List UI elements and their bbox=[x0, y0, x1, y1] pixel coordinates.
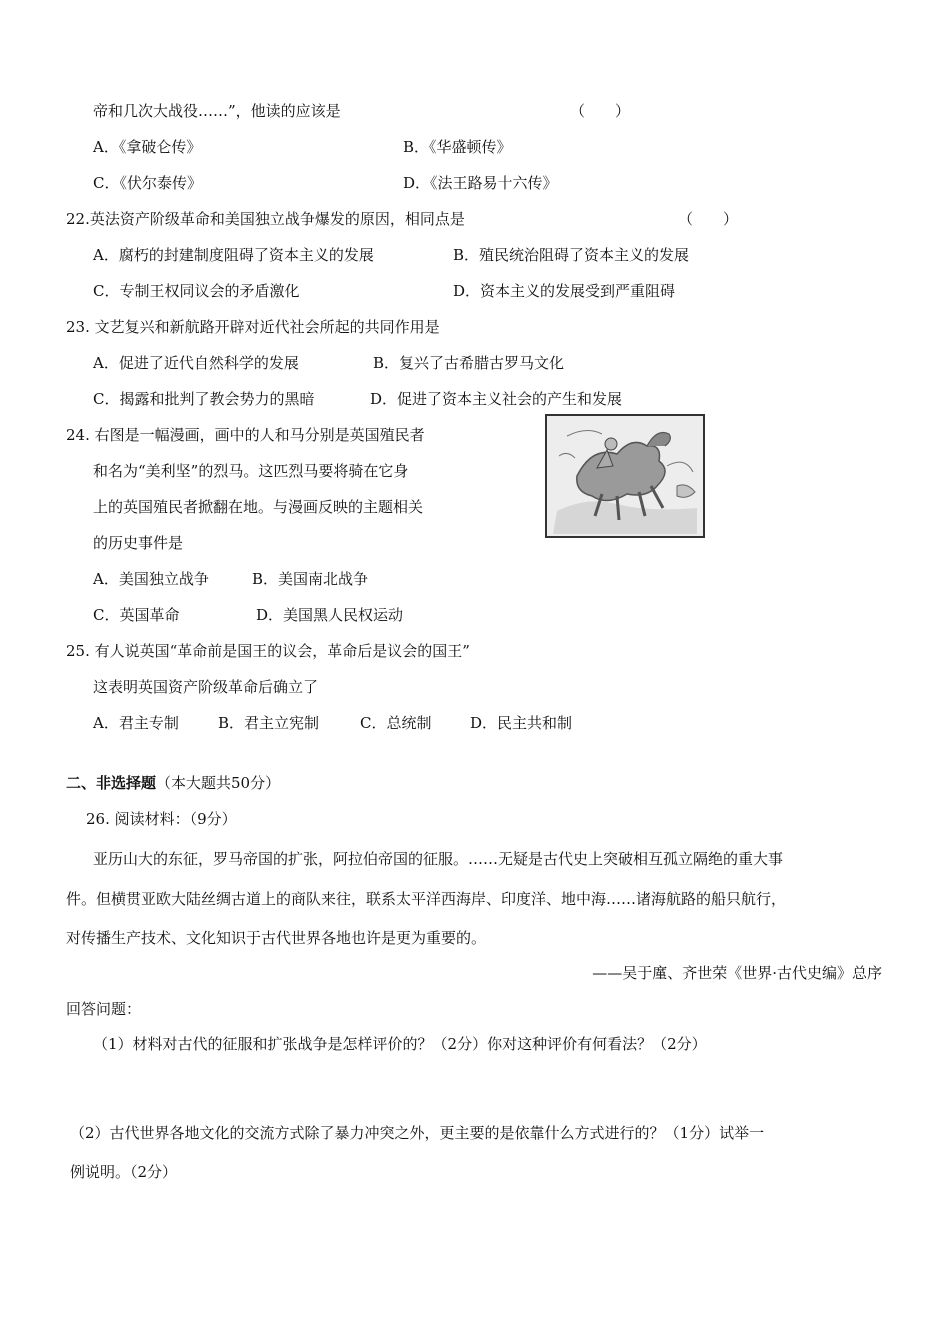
q24-stem-line-3: 上的英国殖民者掀翻在地。与漫画反映的主题相关 bbox=[93, 498, 424, 516]
q23-option-a: A．促进了近代自然科学的发展 bbox=[93, 354, 299, 372]
q26-subquestion-2-line-1: （2）古代世界各地文化的交流方式除了暴力冲突之外，更主要的是依靠什么方式进行的？（1分）试举一 bbox=[70, 1124, 765, 1142]
q26-subquestion-1: （1）材料对古代的征服和扩张战争是怎样评价的？（2分）你对这种评价有何看法？（2分） bbox=[93, 1035, 707, 1053]
q23-option-b: B．复兴了古希腊古罗马文化 bbox=[373, 354, 565, 372]
q23-option-d: D．促进了资本主义社会的产生和发展 bbox=[370, 390, 623, 408]
q21-answer-paren: （ ） bbox=[570, 102, 631, 120]
cartoon-horse-rider-illustration bbox=[547, 416, 703, 536]
q24-option-c: C．英国革命 bbox=[93, 606, 180, 624]
q24-option-d: D．美国黑人民权运动 bbox=[256, 606, 404, 624]
q25-option-c: C．总统制 bbox=[360, 714, 432, 732]
q22-stem: 22.英法资产阶级革命和美国独立战争爆发的原因，相同点是 bbox=[66, 210, 465, 228]
section2-note: （本大题共50分） bbox=[156, 774, 281, 792]
q25-option-b: B．君主立宪制 bbox=[218, 714, 320, 732]
q21-option-b: B．《华盛顿传》 bbox=[403, 138, 512, 156]
q25-option-a: A．君主专制 bbox=[93, 714, 179, 732]
q24-stem-line-1: 24. 右图是一幅漫画，画中的人和马分别是英国殖民者 bbox=[66, 426, 425, 444]
q24-stem-line-2: 和名为“美利坚”的烈马。这匹烈马要将骑在它身 bbox=[93, 462, 409, 480]
section2-title: 二、非选择题 bbox=[66, 774, 157, 792]
q24-option-a: A．美国独立战争 bbox=[93, 570, 209, 588]
q26-material-line-3: 对传播生产技术、文化知识于古代世界各地也许是更为重要的。 bbox=[66, 929, 487, 947]
q26-header: 26. 阅读材料：（9分） bbox=[86, 810, 237, 828]
q21-option-c: C．《伏尔泰传》 bbox=[93, 174, 202, 192]
q26-answer-prompt: 回答问题： bbox=[66, 1000, 142, 1018]
q22-option-a: A．腐朽的封建制度阻碍了资本主义的发展 bbox=[93, 246, 374, 264]
q24-option-b: B．美国南北战争 bbox=[252, 570, 369, 588]
q26-material-line-2: 件。但横贯亚欧大陆丝绸古道上的商队来往，联系太平洋西海岸、印度洋、地中海……诸海航路的船只航行， bbox=[66, 890, 787, 908]
q23-option-c: C．揭露和批判了教会势力的黑暗 bbox=[93, 390, 315, 408]
q25-stem-line-2: 这表明英国资产阶级革命后确立了 bbox=[93, 678, 319, 696]
q23-stem: 23. 文艺复兴和新航路开辟对近代社会所起的共同作用是 bbox=[66, 318, 440, 336]
q26-source: ——吴于廑、齐世荣《世界·古代史编》总序 bbox=[592, 964, 882, 982]
q25-option-d: D．民主共和制 bbox=[470, 714, 573, 732]
q25-stem-line-1: 25. 有人说英国“革命前是国王的议会，革命后是议会的国王” bbox=[66, 642, 470, 660]
q26-material-line-1: 亚历山大的东征，罗马帝国的扩张，阿拉伯帝国的征服。……无疑是古代史上突破相互孤立隔绝的重大事 bbox=[93, 850, 784, 868]
q24-stem-line-4: 的历史事件是 bbox=[93, 534, 184, 552]
q22-option-b: B．殖民统治阻碍了资本主义的发展 bbox=[453, 246, 690, 264]
section2-heading bbox=[66, 773, 280, 793]
q21-stem: 帝和几次大战役……”，他读的应该是 bbox=[93, 102, 341, 120]
q22-answer-paren: （ ） bbox=[678, 210, 739, 228]
cartoon-image bbox=[545, 414, 705, 538]
q22-option-c: C．专制王权同议会的矛盾激化 bbox=[93, 282, 300, 300]
q22-option-d: D．资本主义的发展受到严重阻碍 bbox=[453, 282, 676, 300]
q21-option-d: D．《法王路易十六传》 bbox=[403, 174, 558, 192]
q21-option-a: A．《拿破仑传》 bbox=[93, 138, 202, 156]
q26-subquestion-2-line-2: 例说明。（2分） bbox=[70, 1163, 178, 1181]
